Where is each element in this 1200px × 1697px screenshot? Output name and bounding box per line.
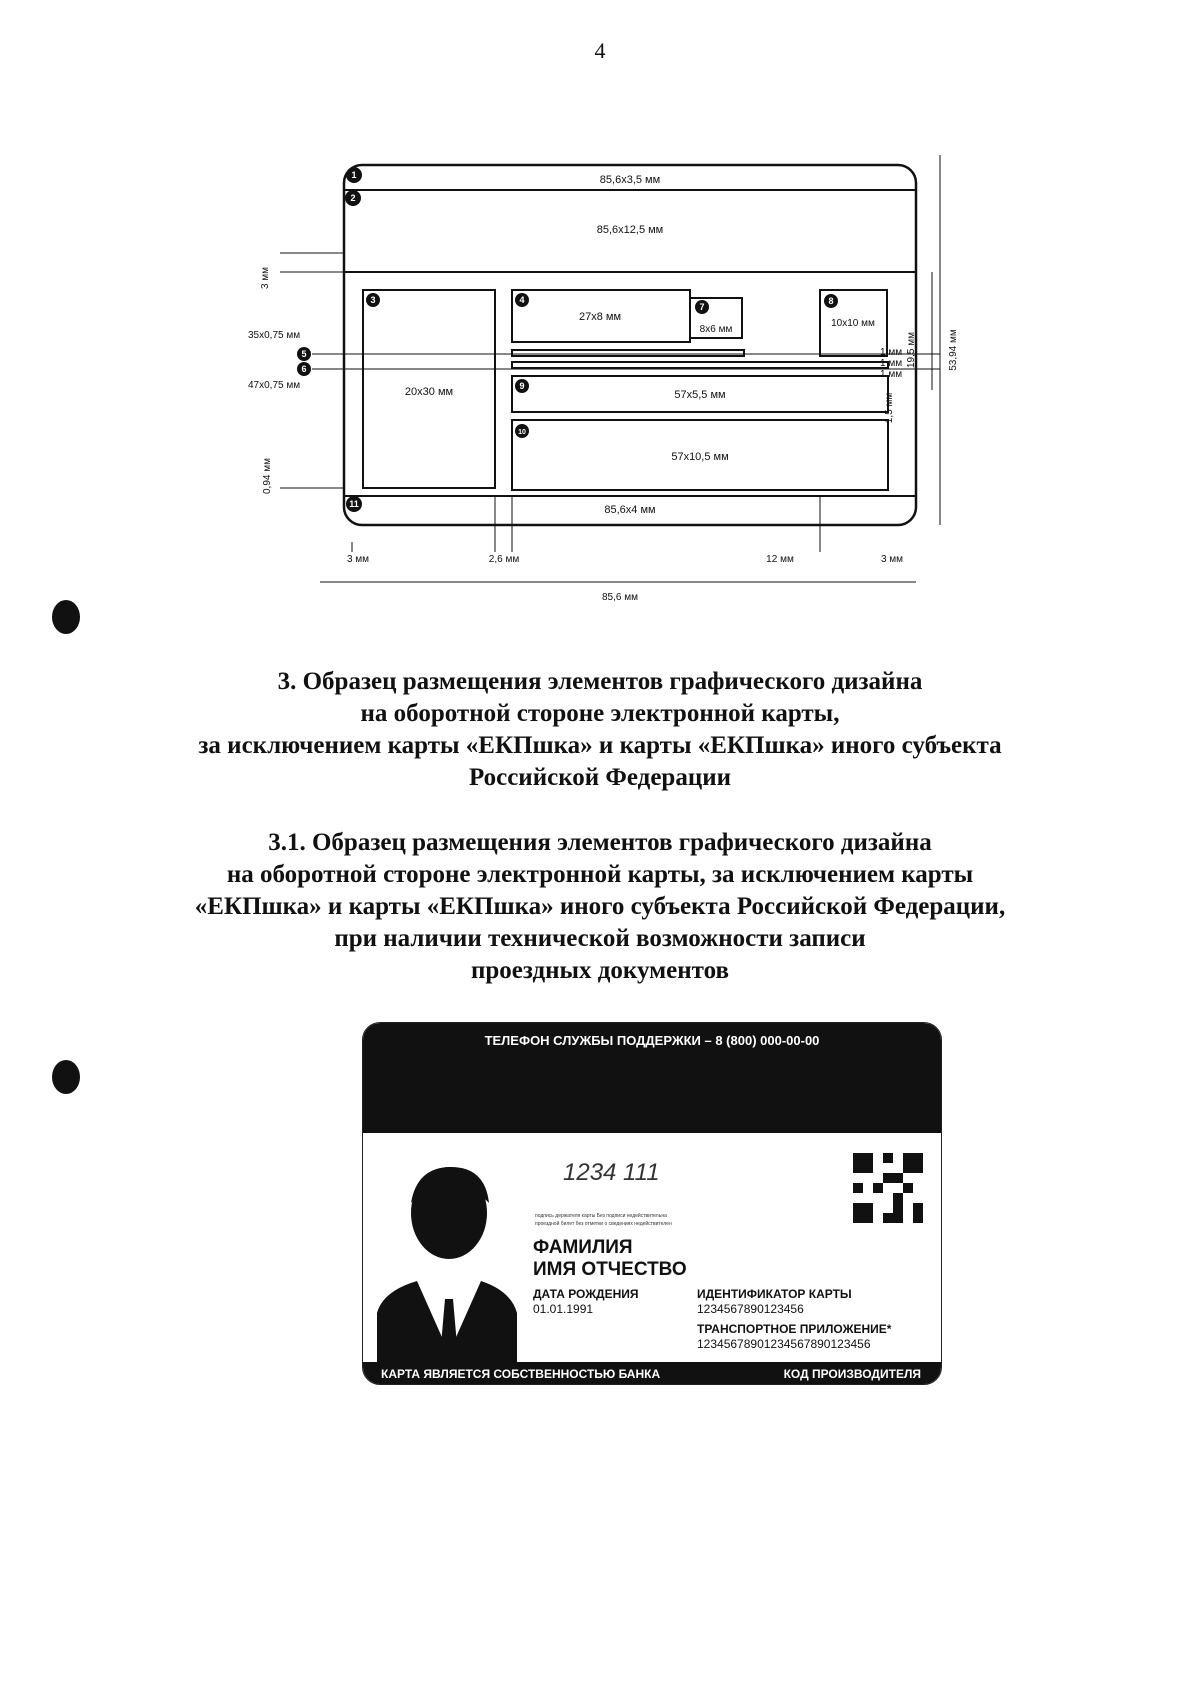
bottom-3mm-left: 3 мм bbox=[346, 554, 370, 565]
section-3-heading bbox=[100, 666, 1100, 794]
section-3-line: на оборотной стороне электронной карты, bbox=[360, 700, 840, 727]
zone-10-size: 57x10,5 мм bbox=[671, 451, 729, 463]
zone-6-line bbox=[512, 362, 888, 368]
left-top-gap: 3 мм bbox=[260, 266, 271, 290]
manufacturer-code: КОД ПРОИЗВОДИТЕЛЯ bbox=[783, 1367, 921, 1381]
bottom-12mm: 12 мм bbox=[766, 554, 794, 565]
section-3-1-line: на оборотной стороне электронной карты, за исключением карты bbox=[226, 861, 974, 888]
holder-name: ИМЯ ОТЧЕСТВО bbox=[533, 1259, 687, 1280]
transport-app-label: ТРАНСПОРТНОЕ ПРИЛОЖЕНИЕ* bbox=[697, 1322, 892, 1336]
right-1-5mm: 1,5 мм bbox=[884, 392, 895, 424]
left-bottom-gap: 0,94 мм bbox=[262, 458, 273, 494]
card-id-value: 1234567890123456 bbox=[697, 1302, 804, 1316]
bottom-2-6mm: 2,6 мм bbox=[488, 554, 520, 565]
zone-9-size: 57x5,5 мм bbox=[674, 389, 726, 401]
card-back-sample bbox=[362, 1022, 942, 1385]
holder-surname: ФАМИЛИЯ bbox=[533, 1237, 633, 1258]
support-phone: ТЕЛЕФОН СЛУЖБЫ ПОДДЕРЖКИ – 8 (800) 000-00-00 bbox=[484, 1033, 820, 1048]
punch-hole-bottom bbox=[52, 1060, 80, 1094]
card-outline-rect bbox=[344, 165, 916, 525]
signature-area: 1234 111 bbox=[563, 1159, 660, 1186]
person-silhouette-icon bbox=[377, 1153, 517, 1363]
signature-note-1: подпись держателя карты Без подписи недействительна bbox=[535, 1213, 667, 1219]
card-id-label: ИДЕНТИФИКАТОР КАРТЫ bbox=[697, 1287, 852, 1301]
marker-2-label: 2 bbox=[350, 193, 356, 203]
card-layout-scheme bbox=[240, 150, 1040, 620]
right-1mm-b: 1 мм bbox=[880, 358, 903, 369]
section-3-1-line: «ЕКПшка» и карты «ЕКПшка» иного субъекта Российской Федерации, bbox=[194, 893, 1006, 920]
zone-1-size: 85,6x3,5 мм bbox=[599, 174, 661, 186]
marker-4-label: 4 bbox=[519, 295, 525, 305]
section-3-1-line: при наличии технической возможности записи bbox=[334, 925, 866, 952]
zone-5-line bbox=[512, 350, 744, 356]
bottom-3mm-right: 3 мм bbox=[880, 554, 904, 565]
zone-3-size: 20x30 мм bbox=[404, 386, 454, 398]
marker-9-label: 9 bbox=[519, 381, 525, 391]
zone-2-size: 85,6x12,5 мм bbox=[596, 224, 664, 236]
marker-1-label: 1 bbox=[351, 170, 357, 180]
signature-note-2: проездной билет без отметки о сведениях недействителен bbox=[535, 1221, 672, 1227]
bank-property-note: КАРТА ЯВЛЯЕТСЯ СОБСТВЕННОСТЬЮ БАНКА bbox=[381, 1367, 661, 1381]
zone-11-size: 85,6x4 мм bbox=[604, 504, 656, 516]
line-6-size: 47x0,75 мм bbox=[248, 380, 301, 391]
section-3-1-line: 3.1. Образец размещения элементов графического дизайна bbox=[268, 829, 932, 856]
right-1mm-a: 1 мм bbox=[880, 347, 903, 358]
zone-8-size: 10x10 мм bbox=[831, 318, 875, 329]
marker-8-label: 8 bbox=[828, 296, 834, 306]
qr-code-icon bbox=[853, 1153, 923, 1223]
page-number: 4 bbox=[594, 38, 606, 63]
right-1mm-c: 1 мм bbox=[880, 369, 903, 380]
section-3-1-line: проездных документов bbox=[470, 957, 730, 984]
right-53-94mm: 53,94 мм bbox=[948, 329, 959, 371]
section-3-1-heading bbox=[100, 827, 1100, 987]
dob-label: ДАТА РОЖДЕНИЯ bbox=[533, 1287, 639, 1301]
marker-7-label: 7 bbox=[699, 302, 705, 312]
punch-hole-top bbox=[52, 600, 80, 634]
marker-6-label: 6 bbox=[301, 364, 307, 374]
line-5-size: 35x0,75 мм bbox=[248, 330, 301, 341]
section-3-line: 3. Образец размещения элементов графического дизайна bbox=[277, 668, 923, 695]
zone-4-size: 27x8 мм bbox=[578, 311, 622, 323]
section-3-line: за исключением карты «ЕКПшка» и карты «ЕКПшка» иного субъекта bbox=[198, 732, 1002, 759]
bottom-total-width: 85,6 мм bbox=[602, 592, 638, 603]
marker-5-label: 5 bbox=[301, 349, 307, 359]
right-19-5mm: 19,5 мм bbox=[906, 332, 917, 368]
transport-app-value: 12345678901234567890123456 bbox=[697, 1337, 871, 1351]
marker-3-label: 3 bbox=[370, 295, 376, 305]
dob-value: 01.01.1991 bbox=[533, 1302, 594, 1316]
marker-10-label: 10 bbox=[518, 429, 526, 436]
zone-7-size: 8x6 мм bbox=[699, 324, 733, 335]
marker-11-label: 11 bbox=[349, 499, 359, 509]
section-3-line: Российской Федерации bbox=[468, 764, 732, 791]
